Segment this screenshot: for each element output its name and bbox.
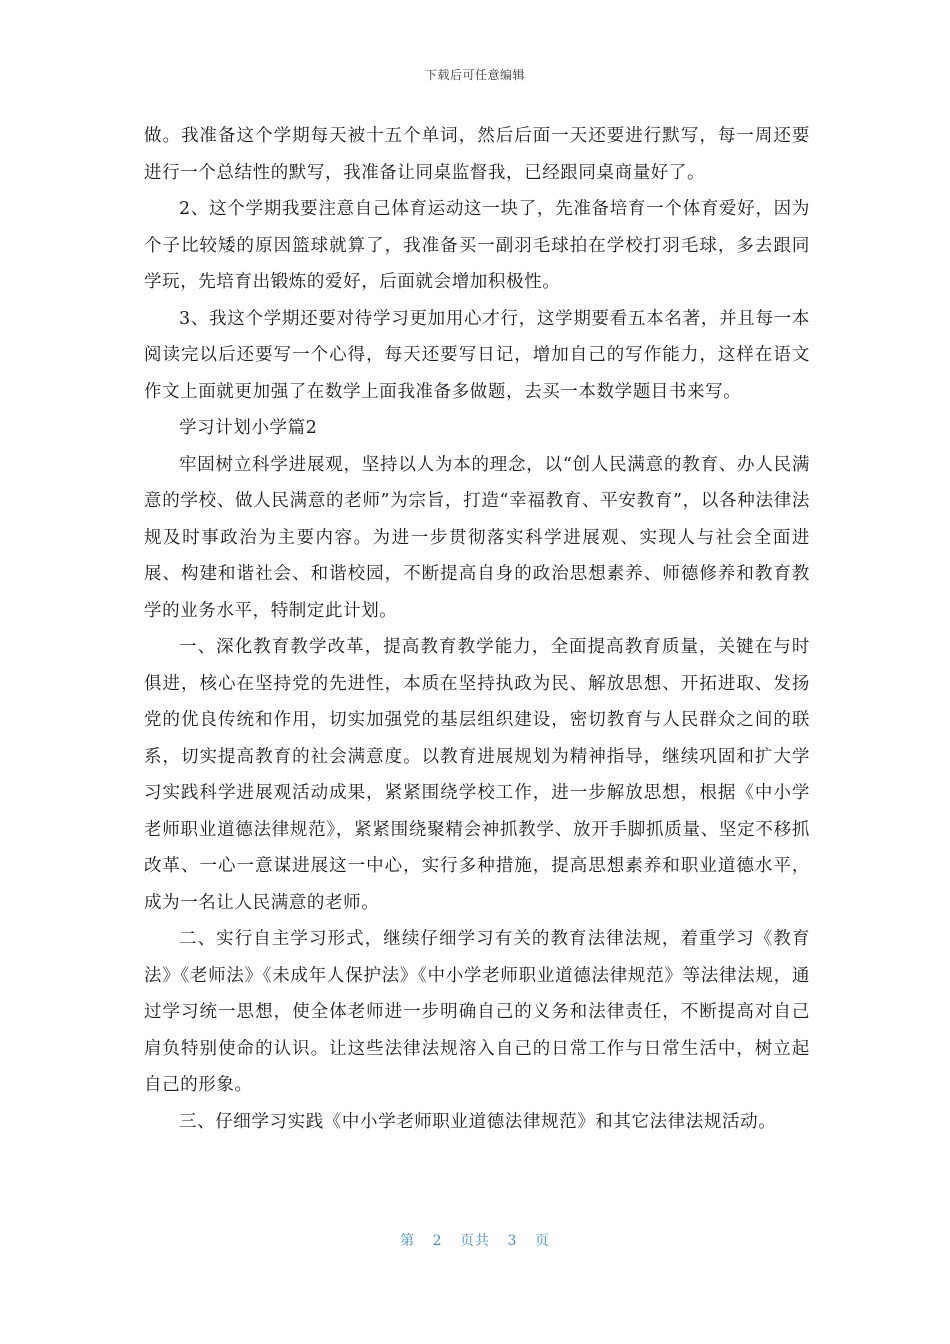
page-header	[0, 66, 950, 83]
page-number-current: 2	[432, 1233, 443, 1249]
paragraph: 三、仔细学习实践《中小学老师职业道德法律规范》和其它法律法规活动。	[179, 1111, 777, 1132]
paragraph: 做。我准备这个学期每天被十五个单词，然后后面一天还要进行默写，每一周还要进行一个总结性的默写，我准备让同桌监督我，已经跟同桌商量好了。	[144, 126, 810, 183]
page-label-mid: 页共	[460, 1233, 490, 1249]
section-heading: 学习计划小学篇2	[179, 418, 318, 438]
document-body	[144, 118, 810, 1140]
page-number-total: 3	[507, 1233, 518, 1249]
paragraph: 3、我这个学期还要对待学习更加用心才行，这学期要看五本名著，并且每一本阅读完以后还要写一个心得，每天还要写日记，增加自己的写作能力，这样在语文作文上面就更加强了在数学上面我准备多做题，去买一本数学题目书来写。	[144, 308, 810, 402]
paragraph: 一、深化教育教学改革，提高教育教学能力，全面提高教育质量，关键在与时俱进，核心在坚持党的先进性，本质在坚持执政为民、解放思想、开拓进取、发扬党的优良传统和作用，切实加强党的基层组织建设，密切教育与人民群众之间的联系，切实提高教育的社会满意度。以教育进展规划为精神指导，继续巩固和扩大学习实践科学进展观活动成果，紧紧围绕学校工作，进一步解放思想，根据《中小学老师职业道德法律规范》，紧紧围绕聚精会神抓教学、放开手脚抓质量、坚定不移抓改革、一心一意谋进展这一中心，实行多种措施，提高思想素养和职业道德水平，成为一名让人民满意的老师。	[144, 637, 810, 913]
page-label-suffix: 页	[534, 1233, 550, 1249]
page-footer	[0, 1230, 950, 1250]
paragraph: 二、实行自主学习形式，继续仔细学习有关的教育法律法规，着重学习《教育法》《老师法》《未成年人保护法》《中小学老师职业道德法律规范》等法律法规，通过学习统一思想，使全体老师进一步明确自己的义务和法律责任，不断提高对自己肩负特别使命的认识。让这些法律法规溶入自己的日常工作与日常生活中，树立起自己的形象。	[144, 929, 810, 1095]
paragraph: 2、这个学期我要注意自己体育运动这一块了，先准备培育一个体育爱好，因为个子比较矮的原因篮球就算了，我准备买一副羽毛球拍在学校打羽毛球，多去跟同学玩，先培育出锻炼的爱好，后面就会增加积极性。	[144, 199, 810, 292]
paragraph: 牢固树立科学进展观，坚持以人为本的理念，以“创人民满意的教育、办人民满意的学校、做人民满意的老师”为宗旨，打造“幸福教育、平安教育”，以各种法律法规及时事政治为主要内容。为进一步贯彻落实科学进展观、实现人与社会全面进展、构建和谐社会、和谐校园，不断提高自身的政治思想素养、师德修养和教育教学的业务水平，特制定此计划。	[144, 454, 810, 621]
page-label-prefix: 第	[400, 1233, 416, 1249]
header-text: 下载后可任意编辑	[424, 68, 525, 82]
